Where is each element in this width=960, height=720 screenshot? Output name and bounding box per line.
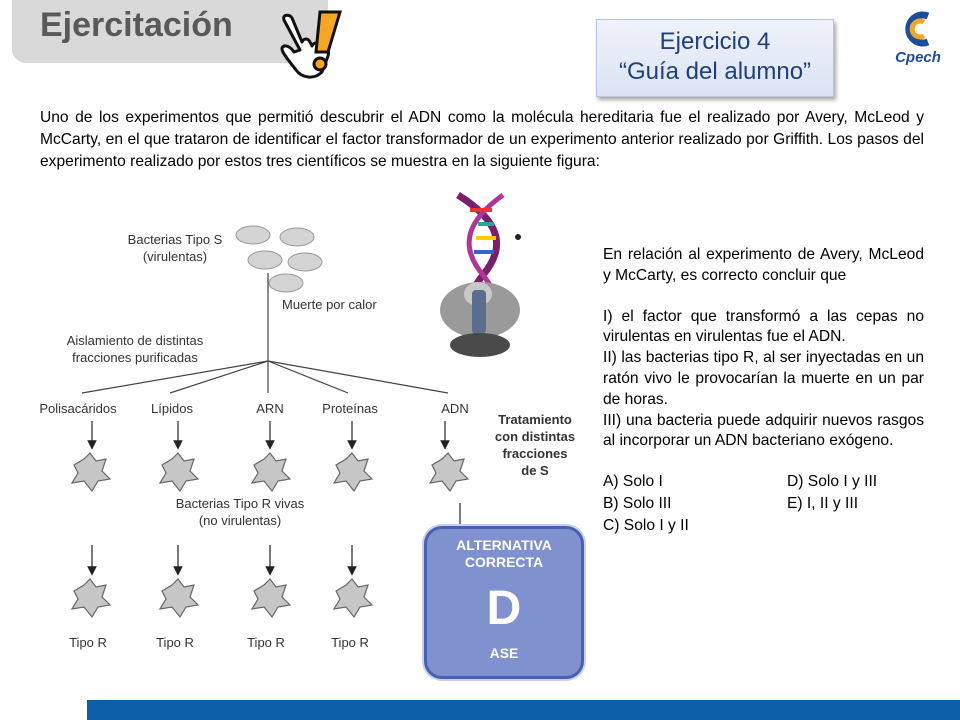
s-bacterium [288,253,322,271]
result-label: Tipo R [69,635,107,650]
result-label: Tipo R [247,635,285,650]
answer-label-line2: CORRECTA [464,554,544,570]
fraction-proteinas: Proteínas [322,401,378,416]
treatment-label-2: con distintas [494,429,576,444]
answer-code: ASE [489,645,519,661]
r-bacterium [160,579,198,617]
treatment-label-1: Tratamiento [498,412,572,427]
r-bacterium [334,579,372,617]
r-bacterium [72,579,110,617]
heat-death-label: Muerte por calor [282,297,377,312]
exercise-title: Ejercicio 4 [659,28,771,55]
s-bacterium [280,228,314,246]
hand-pointer-icon [270,6,346,86]
r-bacterium [72,453,110,491]
dna-microscope-figure [428,190,540,365]
answer-options [603,472,924,536]
fraction-arn: ARN [256,401,284,416]
r-bacterium [252,453,290,491]
s-bacterium [236,226,270,244]
intro-paragraph: Uno de los experimentos que permitió descubrir el ADN como la molécula hereditaria fue el realizado por Avery, McLeod y McCarty, en el que trataron de identificar el factor transformador de un experimento anterior realizado por Griffith. Los pasos del experimento realizado por estos tres científicos se muestra en la siguiente figura: [40,109,924,170]
statement-i: I) el factor que transformó a las cepas no virulentas en virulentas fue el ADN. [603,307,924,346]
question-intro: En relación al experimento de Avery, McLeod y McCarty, es correcto concluir que [603,246,924,284]
exercise-subtitle: “Guía del alumno” [618,58,812,85]
option-e[interactable]: E) I, II y III [787,494,859,512]
r-bacterium [160,453,198,491]
exercise-box [596,19,834,97]
s-bacterium [248,251,282,269]
footer-bar [87,700,960,720]
fraction-polisacaridos: Polisacáridos [39,401,117,416]
statement-iii: III) una bacteria puede adquirir nuevos rasgos al incorporar un ADN bacteriano exógeno. [603,411,924,450]
treatment-label-4: de S [521,463,549,478]
option-d[interactable]: D) Solo I y III [787,473,878,491]
result-label: Tipo R [156,635,194,650]
isolation-label-2: fracciones purificadas [72,350,198,365]
fraction-adn: ADN [441,401,469,416]
option-b[interactable]: B) Solo III [603,494,672,512]
option-c[interactable]: C) Solo I y II [603,516,689,534]
answer-letter: D [486,582,522,635]
r-bacterium [430,453,468,491]
isolation-label-1: Aislamiento de distintas [66,333,204,348]
logo-text: Cpech [895,49,941,66]
r-bacterium [334,453,372,491]
option-a[interactable]: A) Solo I [603,473,663,491]
page-title: Ejercitación [40,6,233,44]
bacteria-r-label-2: (no virulentas) [198,513,282,528]
bacteria-s-label-2: (virulentas) [142,249,208,264]
bacteria-s-label-1: Bacterias Tipo S [127,232,223,247]
question-block [603,245,924,537]
answer-label [427,537,581,571]
statement-ii: II) las bacterias tipo R, al ser inyectadas en un ratón vivo le provocarían la muerte en un par de horas. [603,349,924,408]
result-label: Tipo R [331,635,369,650]
s-bacterium [269,274,303,292]
r-bacterium [252,579,290,617]
correct-answer-box [424,526,584,679]
treatment-label-3: fracciones [502,446,568,461]
answer-label-line1: ALTERNATIVA [456,537,552,553]
bacteria-r-label-1: Bacterias Tipo R vivas [175,496,305,511]
cpech-logo-icon [888,8,948,68]
fraction-lipidos: Lípidos [151,401,193,416]
